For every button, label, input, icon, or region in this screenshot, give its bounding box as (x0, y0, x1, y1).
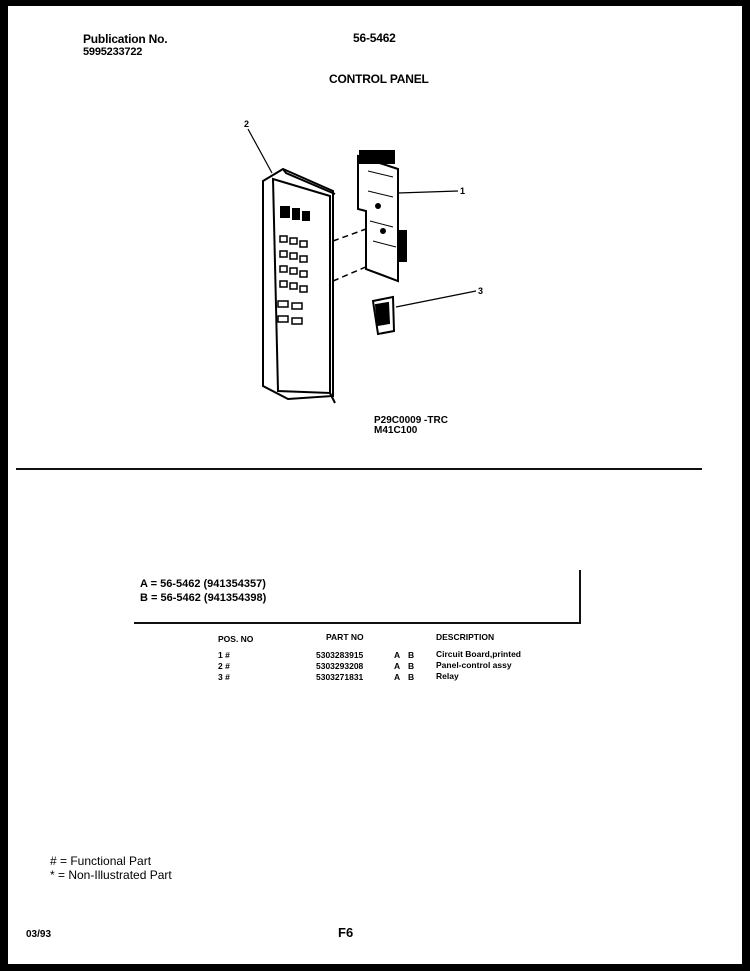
legend-functional: # = Functional Part (50, 854, 152, 868)
row-1-a: A (394, 650, 401, 660)
section-title: CONTROL PANEL (329, 72, 429, 86)
row-3-a: A (394, 672, 401, 682)
section-divider (16, 468, 702, 470)
parts-page (8, 6, 742, 964)
row-2-part: 5303293208 (316, 661, 364, 671)
assembly-leader-lines (333, 229, 368, 281)
model-number: 56-5462 (353, 31, 396, 45)
row-3-part: 5303271831 (316, 672, 364, 682)
footer-page: F6 (338, 925, 354, 940)
row-1-part: 5303283915 (316, 650, 364, 660)
footer-date: 03/93 (26, 929, 52, 940)
model-code-2: M41C100 (374, 425, 418, 436)
publication-label: Publication No. (83, 32, 168, 46)
relay-drawing (373, 297, 394, 334)
model-code-1: P29C0009 -TRC (374, 415, 448, 426)
row-1-pos: 1 # (218, 650, 230, 660)
row-1-b: B (408, 650, 415, 660)
callout-2: 2 (244, 119, 250, 129)
row-2-b: B (408, 661, 415, 671)
row-3-pos: 3 # (218, 672, 230, 682)
model-key-box (134, 570, 581, 624)
row-3-desc: Relay (436, 671, 459, 681)
row-2-pos: 2 # (218, 661, 230, 671)
row-2-desc: Panel-control assy (436, 660, 512, 670)
header-part: PART NO (326, 632, 364, 642)
circuit-board-drawing (358, 151, 406, 281)
panel-drawing (263, 169, 335, 403)
callout-1: 1 (460, 186, 466, 196)
row-1-desc: Circuit Board,printed (436, 649, 522, 659)
header-pos: POS. NO (218, 634, 254, 644)
row-3-b: B (408, 672, 415, 682)
header-desc: DESCRIPTION (436, 632, 495, 642)
model-key-b: B = 56-5462 (941354398) (140, 592, 267, 604)
model-key-a: A = 56-5462 (941354357) (140, 578, 266, 590)
control-panel-diagram (208, 111, 508, 441)
legend-non-illustrated: * = Non-Illustrated Part (50, 868, 172, 882)
row-2-a: A (394, 661, 401, 671)
callout-3: 3 (478, 286, 484, 296)
publication-number: 5995233722 (83, 46, 143, 58)
